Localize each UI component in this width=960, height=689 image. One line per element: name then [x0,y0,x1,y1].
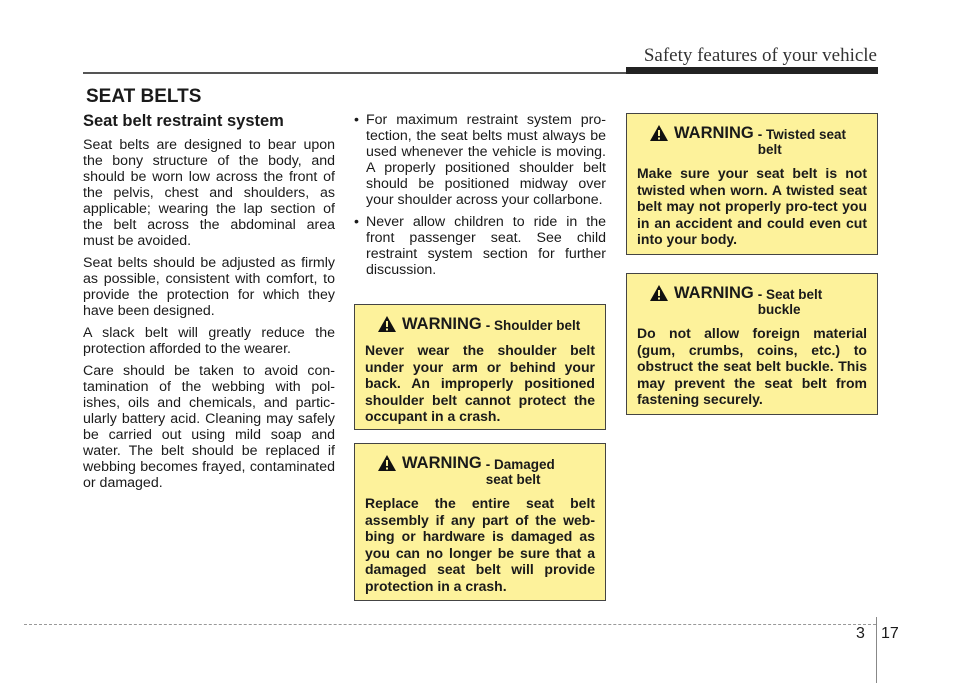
header-title: Safety features of your vehicle [643,45,877,66]
left-column [83,112,335,497]
warning-text: Make sure your seat belt is not twisted when worn. A twisted seat belt may not properly pro-tect you in an accident and could even cut into your body. [637,165,867,247]
warning-subtitle: - Damaged seat belt [485,457,555,487]
header-bar [626,67,878,74]
warning-triangle-icon [377,315,397,333]
paragraph: Care should be taken to avoid con-tamination of the webbing with pol-ishes, oils and chemicals, and partic-ularly battery acid. Cleaning may safely be carried out using mild soap and water. The belt should be replaced if webbing becomes frayed, contaminated or damaged. [83,363,335,491]
bullet-text: For maximum restraint system pro-tection, the seat belts must always be used whenever the vehicle is moving. A properly positioned shoulder belt should be positioned midway over your shoulder across your collarbone. [366,112,606,208]
subhead: Seat belt restraint system [83,112,284,130]
warning-label: WARNING [402,315,482,333]
paragraph: Seat belts should be adjusted as firmly as possible, consistent with comfort, to provide the protection for which they have been designed. [83,255,335,319]
warning-box-shoulder-belt [354,304,606,430]
warning-text: Replace the entire seat belt assembly if any part of the web-bing or hardware is damaged as you can no longer be sure that a damaged seat belt will provide protection in a crash. [365,495,595,594]
bullet-item [354,112,606,208]
bullet-text: Never allow children to ride in the front passenger seat. See child restraint system section for further discussion. [366,214,606,278]
warning-triangle-icon [377,454,397,472]
paragraph: A slack belt will greatly reduce the protection afforded to the wearer. [83,325,335,357]
page-number: 17 [881,625,899,642]
chapter-number: 3 [856,625,865,642]
warning-triangle-icon [649,284,669,302]
warning-box-twisted-seat-belt [626,113,878,255]
bullet-icon: • [354,214,359,230]
footer-rule [24,624,876,625]
bullet-list [354,112,606,278]
section-title: SEAT BELTS [86,86,202,107]
bullet-item [354,214,606,278]
warning-triangle-icon [649,124,669,142]
warning-label: WARNING [674,284,754,302]
middle-column [354,112,606,284]
warning-subtitle: - Shoulder belt [485,318,581,333]
warning-label: WARNING [402,454,482,472]
warning-subtitle: - Seat belt buckle [757,287,823,317]
bullet-icon: • [354,112,359,128]
warning-subtitle: - Twisted seat belt [757,127,847,157]
paragraph: Seat belts are designed to bear upon the bony structure of the body, and should be worn low across the front of the pelvis, chest and shoulders, as applicable; wearing the lap section of the belt across the abdominal area must be avoided. [83,137,335,249]
warning-box-damaged-seat-belt [354,443,606,601]
warning-text: Do not allow foreign material (gum, crumbs, coins, etc.) to obstruct the seat belt buckle. This may prevent the seat belt from fastening securely. [637,325,867,407]
warning-box-seat-belt-buckle [626,273,878,415]
warning-text: Never wear the shoulder belt under your arm or behind your back. An improperly positioned shoulder belt cannot protect the occupant in a crash. [365,342,595,424]
warning-label: WARNING [674,124,754,142]
footer-divider [876,617,877,683]
